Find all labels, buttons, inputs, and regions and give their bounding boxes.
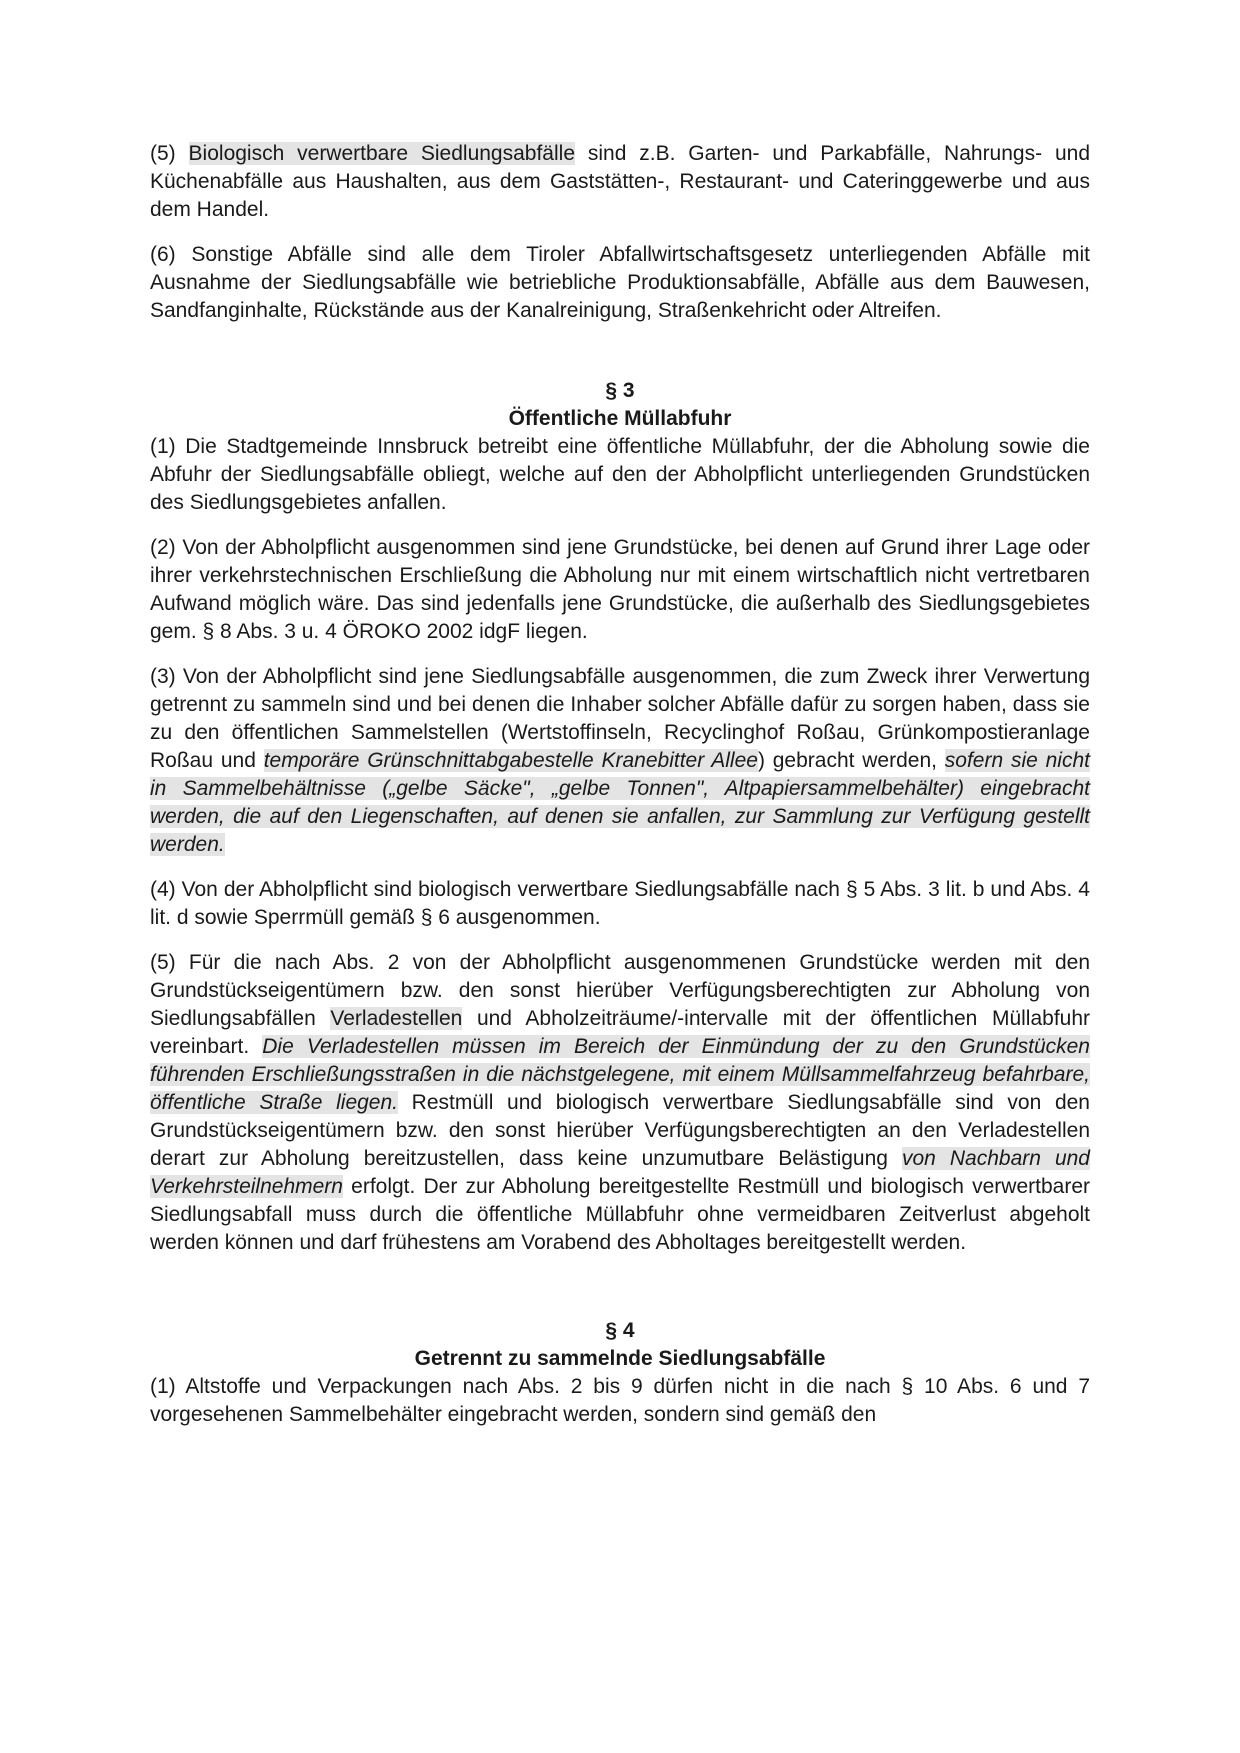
paragraph-text: (3) Von der Abholpflicht sind jene Siedlungsabfälle ausgenommen, die zum Zweck ihrer Verwertung getrennt zu sammeln sind und bei denen die Inhaber solcher Abfälle dafür zu sorgen haben, dass sie zu den öffentlichen Sammelstellen (Wertstoffinseln, Recyclinghof Roßau, Grünkompostieranlage Roßau und [150, 665, 1090, 772]
paragraph-3-1: (1) Die Stadtgemeinde Innsbruck betreibt eine öffentliche Müllabfuhr, der die Abholung sowie die Abfuhr der Siedlungsabfälle obliegt, welche auf den der Abholpflicht unterliegenden Grundstücken des Siedlungsgebietes anfallen. [150, 435, 1090, 514]
section-number: § 4 [605, 1319, 635, 1342]
italic-highlighted-text: temporäre Grünschnittabgabestelle Kranebitter Allee [263, 749, 758, 772]
section-3-heading [150, 377, 1090, 433]
paragraph-text: ) gebracht werden, [757, 749, 945, 772]
highlighted-text: Verladestellen [330, 1007, 463, 1030]
section-number: § 3 [605, 379, 635, 402]
highlighted-text: Biologisch verwertbare Siedlungsabfälle [188, 142, 575, 165]
paragraph-4-1: (1) Altstoffe und Verpackungen nach Abs. 2 bis 9 dürfen nicht in die nach § 10 Abs. 6 und 7 vorgesehenen Sammelbehälter eingebracht werden, sondern sind gemäß den [150, 1375, 1090, 1426]
paragraph-text: Restmüll und biologisch verwertbare Siedlungsabfälle sind von den Grundstückseigentümern bzw. den sonst hierüber Verfügungsberechtigten an den Verladestellen derart zur Abholung bereitzustellen, dass keine unzumutbare Belästigung [150, 1091, 1090, 1170]
italic-highlighted-text: Die Verladestellen müssen im Bereich der Einmündung der zu den Grundstücken führenden Erschließungsstraßen in die nächstgelegene, mit einem Müllsammelfahrzeug befahrbare, öffentliche Straße liegen. [150, 1035, 1090, 1114]
section-title: Getrennt zu sammelnde Siedlungsabfälle [414, 1347, 826, 1370]
section-4-heading [150, 1317, 1090, 1373]
paragraph-2-5 [150, 140, 1090, 224]
paragraph-3-2: (2) Von der Abholpflicht ausgenommen sind jene Grundstücke, bei denen auf Grund ihrer Lage oder ihrer verkehrstechnischen Erschließung die Abholung nur mit einem wirtschaftlich nicht vertretbaren Aufwand möglich wäre. Das sind jedenfalls jene Grundstücke, die außerhalb des Siedlungsgebietes gem. § 8 Abs. 3 u. 4 ÖROKO 2002 idgF liegen. [150, 536, 1090, 643]
paragraph-3-4: (4) Von der Abholpflicht sind biologisch verwertbare Siedlungsabfälle nach § 5 Abs. 3 lit. b und Abs. 4 lit. d sowie Sperrmüll gemäß § 6 ausgenommen. [150, 878, 1090, 929]
paragraph-3-3 [150, 663, 1090, 859]
italic-highlighted-text: von Nachbarn und Verkehrsteilnehmern [150, 1147, 1090, 1198]
paragraph-text: (5) Für die nach Abs. 2 von der Abholpflicht ausgenommenen Grundstücke werden mit den Grundstückseigentümern bzw. den sonst hierüber Verfügungsberechtigten zur Abholung von Siedlungsabfällen [150, 951, 1090, 1030]
section-title: Öffentliche Müllabfuhr [508, 407, 732, 430]
paragraph-number: (5) [150, 142, 189, 165]
paragraph-text: erfolgt. Der zur Abholung bereitgestellte Restmüll und biologisch verwertbarer Siedlungsabfall muss durch die öffentliche Müllabfuhr ohne vermeidbaren Zeitverlust abgeholt werden können und darf frühestens am Vorabend des Abholtages bereitgestellt werden. [150, 1175, 1090, 1254]
paragraph-text: sind z.B. Garten- und Parkabfälle, Nahrungs- und Küchenabfälle aus Haushalten, aus dem Gaststätten-, Restaurant- und Cateringgewerbe und aus dem Handel. [150, 142, 1090, 221]
paragraph-3-5 [150, 949, 1090, 1257]
paragraph-2-6: (6) Sonstige Abfälle sind alle dem Tiroler Abfallwirtschaftsgesetz unterliegenden Abfälle mit Ausnahme der Siedlungsabfälle wie betriebliche Produktionsabfälle, Abfälle aus dem Bauwesen, Sandfanginhalte, Rückstände aus der Kanalreinigung, Straßenkehricht oder Altreifen. [150, 243, 1090, 322]
italic-highlighted-text: sofern sie nicht in Sammelbehältnisse („gelbe Säcke", „gelbe Tonnen", Altpapiersammelbehälter) eingebracht werden, die auf den Liegenschaften, auf denen sie anfallen, zur Sammlung zur Verfügung gestellt werden. [150, 749, 1090, 856]
paragraph-text: und Abholzeiträume/-intervalle mit der öffentlichen Müllabfuhr vereinbart. [150, 1007, 1091, 1058]
